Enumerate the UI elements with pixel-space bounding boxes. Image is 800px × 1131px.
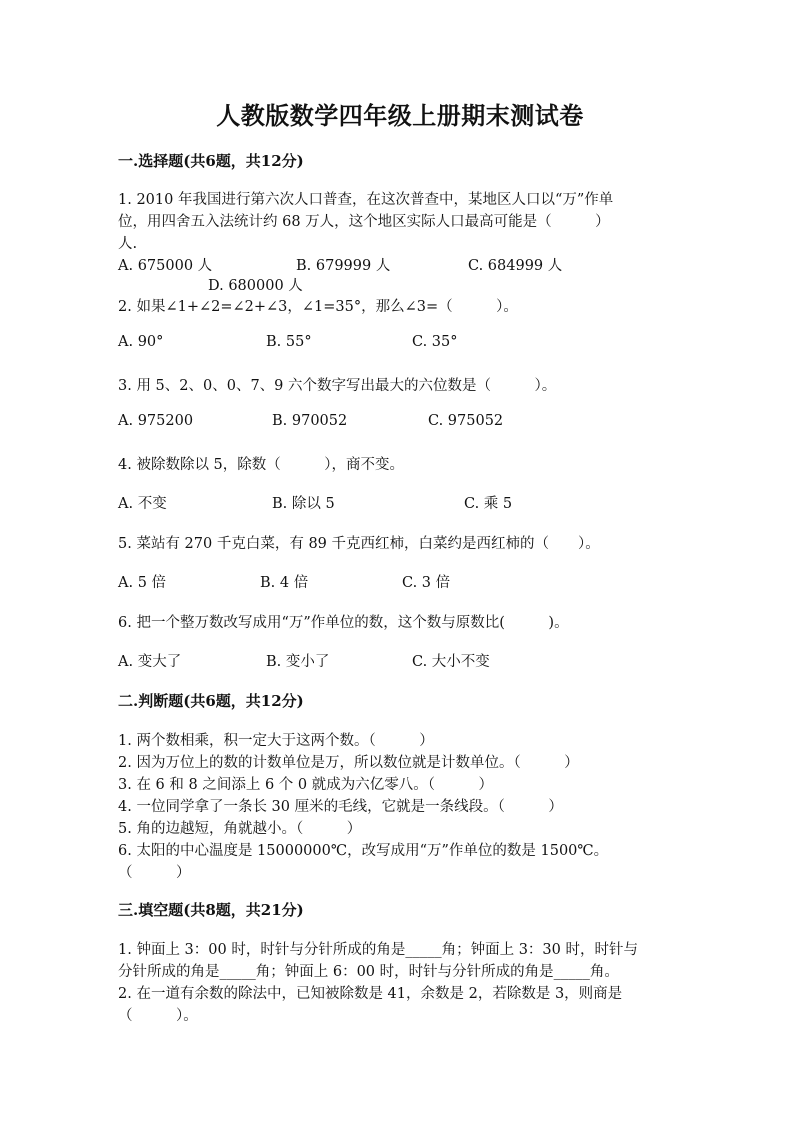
q2-option-c: C. 35° — [412, 334, 458, 350]
question-4: 4. 被除数除以 5，除数（ ），商不变。 — [118, 457, 405, 473]
q1-option-a: A. 675000 人 — [118, 258, 213, 274]
tf-item-3: 3. 在 6 和 8 之间添上 6 个 0 就成为六亿零八。（ ） — [118, 777, 493, 793]
fill-line-3: 2. 在一道有余数的除法中，已知被除数是 41，余数是 2，若除数是 3，则商是 — [118, 986, 623, 1002]
page-title: 人教版数学四年级上册期末测试卷 — [216, 101, 584, 130]
fill-line-4: （ ）。 — [118, 1008, 198, 1024]
q5-option-b: B. 4 倍 — [260, 575, 309, 591]
q6-option-a: A. 变大了 — [118, 654, 182, 670]
q4-option-c: C. 乘 5 — [464, 496, 513, 512]
question-1-line-3: 人. — [118, 236, 138, 252]
q1-option-b: B. 679999 人 — [296, 258, 391, 274]
q3-option-a: A. 975200 — [118, 413, 194, 429]
section-heading-true-false: 二.判断题(共6题，共12分) — [118, 692, 304, 710]
q6-option-c: C. 大小不变 — [412, 654, 490, 670]
q1-option-d: D. 680000 人 — [208, 278, 303, 294]
q2-option-b: B. 55° — [266, 334, 312, 350]
question-3: 3. 用 5、2、0、0、7、9 六个数字写出最大的六位数是（ ）。 — [118, 378, 557, 394]
fill-line-2: 分针所成的角是_____角；钟面上 6：00 时，时针与分针所成的角是_____角。 — [118, 964, 619, 980]
section-heading-fill-blank: 三.填空题(共8题，共21分) — [118, 901, 304, 919]
q5-option-a: A. 5 倍 — [118, 575, 167, 591]
tf-item-1: 1. 两个数相乘，积一定大于这两个数。（ ） — [118, 733, 434, 749]
tf-item-6: 6. 太阳的中心温度是 15000000℃，改写成用“万”作单位的数是 1500℃。 — [118, 843, 609, 859]
tf-item-2: 2. 因为万位上的数的计数单位是万，所以数位就是计数单位。（ ） — [118, 755, 579, 771]
question-1-line-1: 1. 2010 年我国进行第六次人口普查，在这次普查中，某地区人口以“万”作单 — [118, 192, 614, 208]
question-1-line-2: 位，用四舍五入法统计约 68 万人，这个地区实际人口最高可能是（ ） — [118, 214, 610, 230]
q4-option-a: A. 不变 — [118, 496, 167, 512]
question-2: 2. 如果∠1+∠2=∠2+∠3，∠1=35°，那么∠3=（ ）。 — [118, 299, 518, 315]
tf-item-6-bracket: （ ） — [118, 865, 191, 881]
q3-option-b: B. 970052 — [272, 413, 348, 429]
q1-option-c: C. 684999 人 — [468, 258, 563, 274]
question-5: 5. 菜站有 270 千克白菜，有 89 千克西红柿，白菜约是西红柿的（ ）。 — [118, 536, 600, 552]
question-6: 6. 把一个整万数改写成用“万”作单位的数，这个数与原数比( )。 — [118, 615, 569, 631]
q5-option-c: C. 3 倍 — [402, 575, 451, 591]
q2-option-a: A. 90° — [118, 334, 164, 350]
fill-line-1: 1. 钟面上 3：00 时，时针与分针所成的角是_____角；钟面上 3：30 时，时针与 — [118, 942, 638, 958]
tf-item-4: 4. 一位同学拿了一条长 30 厘米的毛线，它就是一条线段。（ ） — [118, 799, 563, 815]
section-heading-choice: 一.选择题(共6题，共12分) — [118, 152, 304, 170]
q4-option-b: B. 除以 5 — [272, 496, 335, 512]
tf-item-5: 5. 角的边越短，角就越小。（ ） — [118, 821, 362, 837]
q6-option-b: B. 变小了 — [266, 654, 330, 670]
q3-option-c: C. 975052 — [428, 413, 504, 429]
